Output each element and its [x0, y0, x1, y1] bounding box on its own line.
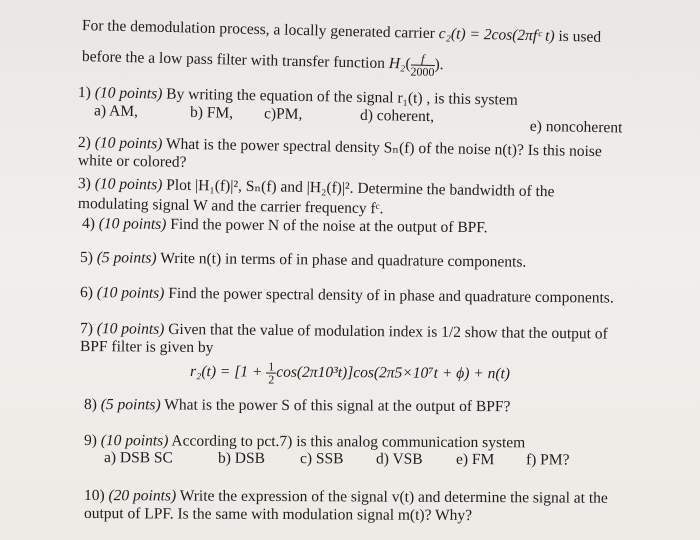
q1-option-b: b) FM,: [189, 103, 234, 122]
one-half-fraction: $\frac{1}{2}$: [268, 359, 275, 387]
q9-option-c: c) SSB: [299, 450, 344, 468]
q9-option-d: d) VSB: [375, 450, 423, 468]
question-3-line-2: modulating signal W and the carrier frequency fᶜ.: [77, 195, 384, 218]
q9-option-f: f) PM?: [525, 451, 570, 469]
question-6: 6) (10 points) Find the power spectral density of in phase and quadrature components.: [79, 284, 614, 307]
q9-option-e: e) FM: [455, 450, 495, 469]
question-1-options: [80, 102, 640, 136]
q9-option-b: b) DSB: [217, 449, 266, 467]
question-2-line-2: white or colored?: [77, 152, 187, 171]
question-9-options: [84, 449, 604, 472]
question-7: 7) (10 points) Given that the value of modulation index is 1/2 show that the output of: [79, 320, 608, 343]
question-4: 4) (10 points) Find the power N of the noise at the output of BPF.: [81, 215, 488, 237]
question-3: 3) (10 points) Plot |H₁(f)|², Sₙ(f) and |H₂(f)|². Determine the bandwidth of the: [77, 175, 555, 201]
q1-option-c: c)PM,: [263, 105, 303, 123]
q1-option-e: e) noncoherent: [529, 117, 623, 137]
question-9: 9) (10 points) According to pct.7) is this analog communication system: [83, 432, 526, 452]
q1-option-d: d) coherent,: [359, 106, 435, 126]
intro-line-2: before the a low pass filter with transfer function H₂( $\frac{f}{2000}$ ).: [81, 48, 444, 79]
question-10-line-2: output of LPF. Is the same with modulation signal m(t)? Why?: [83, 505, 473, 525]
intro-line-1: For the demodulation process, a locally generated carrier c₂(t) = 2cos(2πfᶜ t) is used: [81, 17, 602, 46]
question-7-equation: r₂(t) = [1 + $\frac{1}{2}$ cos(2π10³t)]cos(2π5×10⁷t + ϕ) + n(t): [189, 359, 511, 387]
question-2: 2) (10 points) What is the power spectral density Sₙ(f) of the noise n(t)? Is this noise: [77, 134, 602, 161]
question-10: 10) (20 points) Write the expression of the signal v(t) and determine the signal at the: [83, 487, 608, 507]
question-1: 1) (10 points) By writing the equation of the signal r₁(t) , is this system: [77, 84, 518, 109]
question-5: 5) (5 points) Write n(t) in terms of in phase and quadrature components.: [79, 249, 527, 271]
question-8: 8) (5 points) What is the power S of this signal at the output of BPF?: [83, 396, 511, 416]
filter-fraction: $\frac{f}{2000}$: [410, 51, 435, 79]
question-7-line-2: BPF filter is given by: [79, 338, 214, 357]
q1-option-a: a) AM,: [93, 102, 139, 121]
q9-option-a: a) DSB SC: [103, 449, 173, 467]
